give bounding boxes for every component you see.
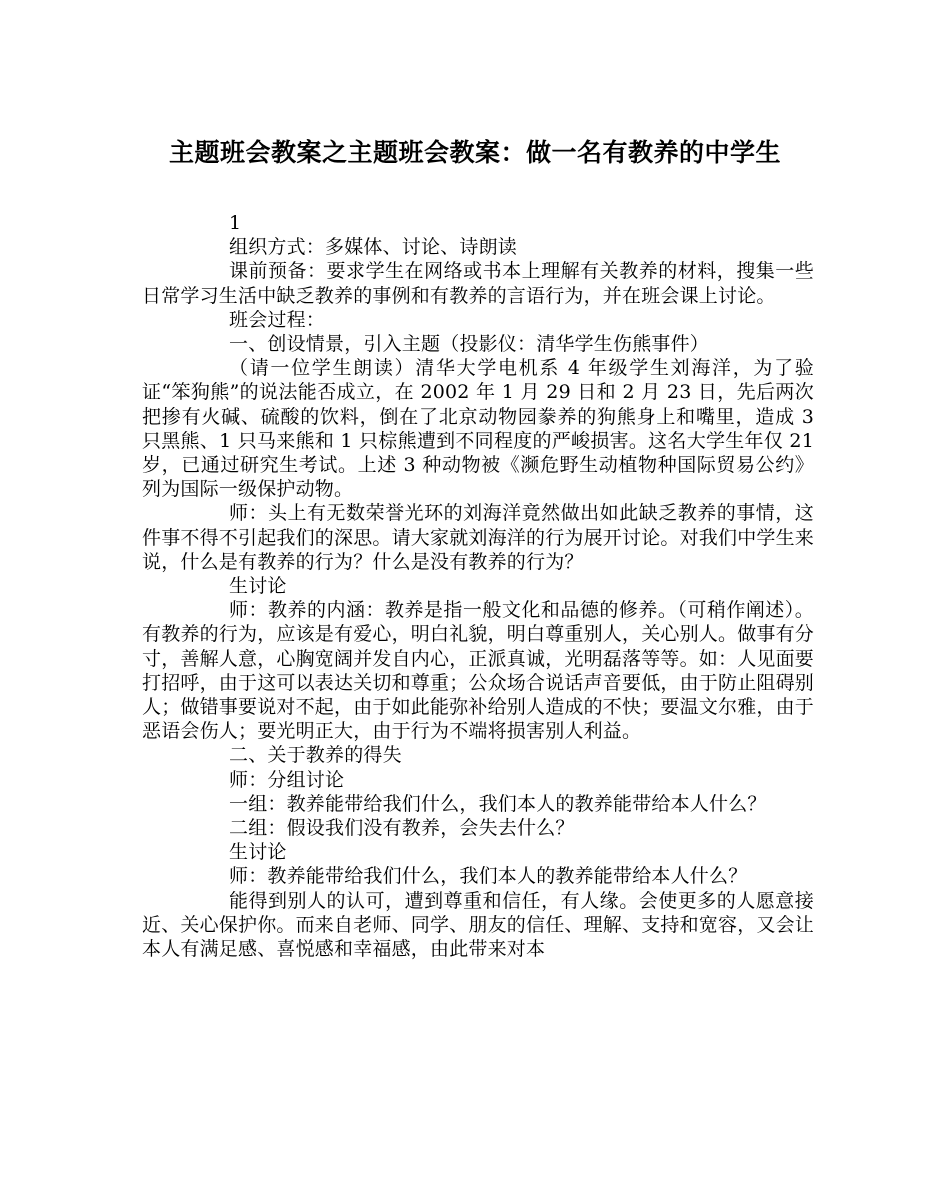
paragraph-student-discussion-1: 生讨论 — [229, 575, 287, 598]
paragraph-process-heading: 班会过程： — [229, 308, 326, 331]
paragraph-benefits: 能得到别人的认可，遭到尊重和信任，有人缘。会使更多的人愿意接近、关心保护你。而来自老师、同学、朋友的信任、理解、支持和宽容，又会让本人有满足感、喜悦感和幸福感，由此带来对本 — [142, 889, 815, 961]
paragraph-story-reading: （请一位学生朗读）清华大学电机系 4 年级学生刘海洋，为了验证“笨狗熊”的说法能否成立，在 2002 年 1 月 29 日和 2 月 23 日，先后两次把掺有火碱、硫酸的饮料，倒在了北京动物园豢养的狗熊身上和嘴里，造成 3 只黑熊、1 只马来熊和 1 只棕熊遭到不同程度的严峻损害。这名大学生年仅 21 岁，已通过研究生考试。上述 3 种动物被《濒危野生动植物种国际贸易公约》列为国际一级保护动物。 — [142, 357, 814, 501]
paragraph-student-discussion-2: 生讨论 — [229, 841, 287, 864]
paragraph-page-number: 1 — [229, 212, 242, 234]
paragraph-teacher-question: 师：头上有无数荣誉光环的刘海洋竟然做出如此缺乏教养的事情，这件事不得不引起我们的深思。请大家就刘海洋的行为展开讨论。对我们中学生来说，什么是有教养的行为？什么是没有教养的行为？ — [142, 502, 815, 573]
paragraph-group-two: 二组：假设我们没有教养，会失去什么？ — [229, 817, 575, 840]
paragraph-organization-method: 组织方式：多媒体、讨论、诗朗读 — [229, 236, 518, 259]
paragraph-section-two-heading: 二、关于教养的得失 — [229, 744, 402, 767]
paragraph-teacher-summary-question: 师：教养能带给我们什么，我们本人的教养能带给本人什么？ — [229, 865, 748, 888]
paragraph-group-discussion: 师：分组讨论 — [229, 768, 345, 791]
paragraph-preparation: 课前预备：要求学生在网络或书本上理解有关教养的材料，搜集一些日常学习生活中缺乏教养的事例和有教养的言语行为，并在班会课上讨论。 — [142, 260, 814, 307]
document-body — [142, 211, 814, 961]
document-title: 主题班会教案之主题班会教案：做一名有教养的中学生 — [168, 138, 781, 167]
paragraph-teacher-definition: 师：教养的内涵：教养是指一般文化和品德的修养。（可稍作阐述）。有教养的行为，应该是有爱心，明白礼貌，明白尊重别人，关心别人。做事有分寸，善解人意，心胸宽阔并发自内心，正派真诚，光明磊落等等。如：人见面要打招呼，由于这可以表达关切和尊重；公众场合说话声音要低，由于防止阻碍别人；做错事要说对不起，由于如此能弥补给别人造成的不快；要温文尔雅，由于恶语会伤人；要光明正大，由于行为不端将损害别人利益。 — [142, 599, 815, 743]
paragraph-section-one-heading: 一、创设情景，引入主题（投影仪：清华学生伤熊事件） — [229, 333, 710, 356]
paragraph-group-one: 一组：教养能带给我们什么，我们本人的教养能带给本人什么？ — [229, 792, 767, 815]
